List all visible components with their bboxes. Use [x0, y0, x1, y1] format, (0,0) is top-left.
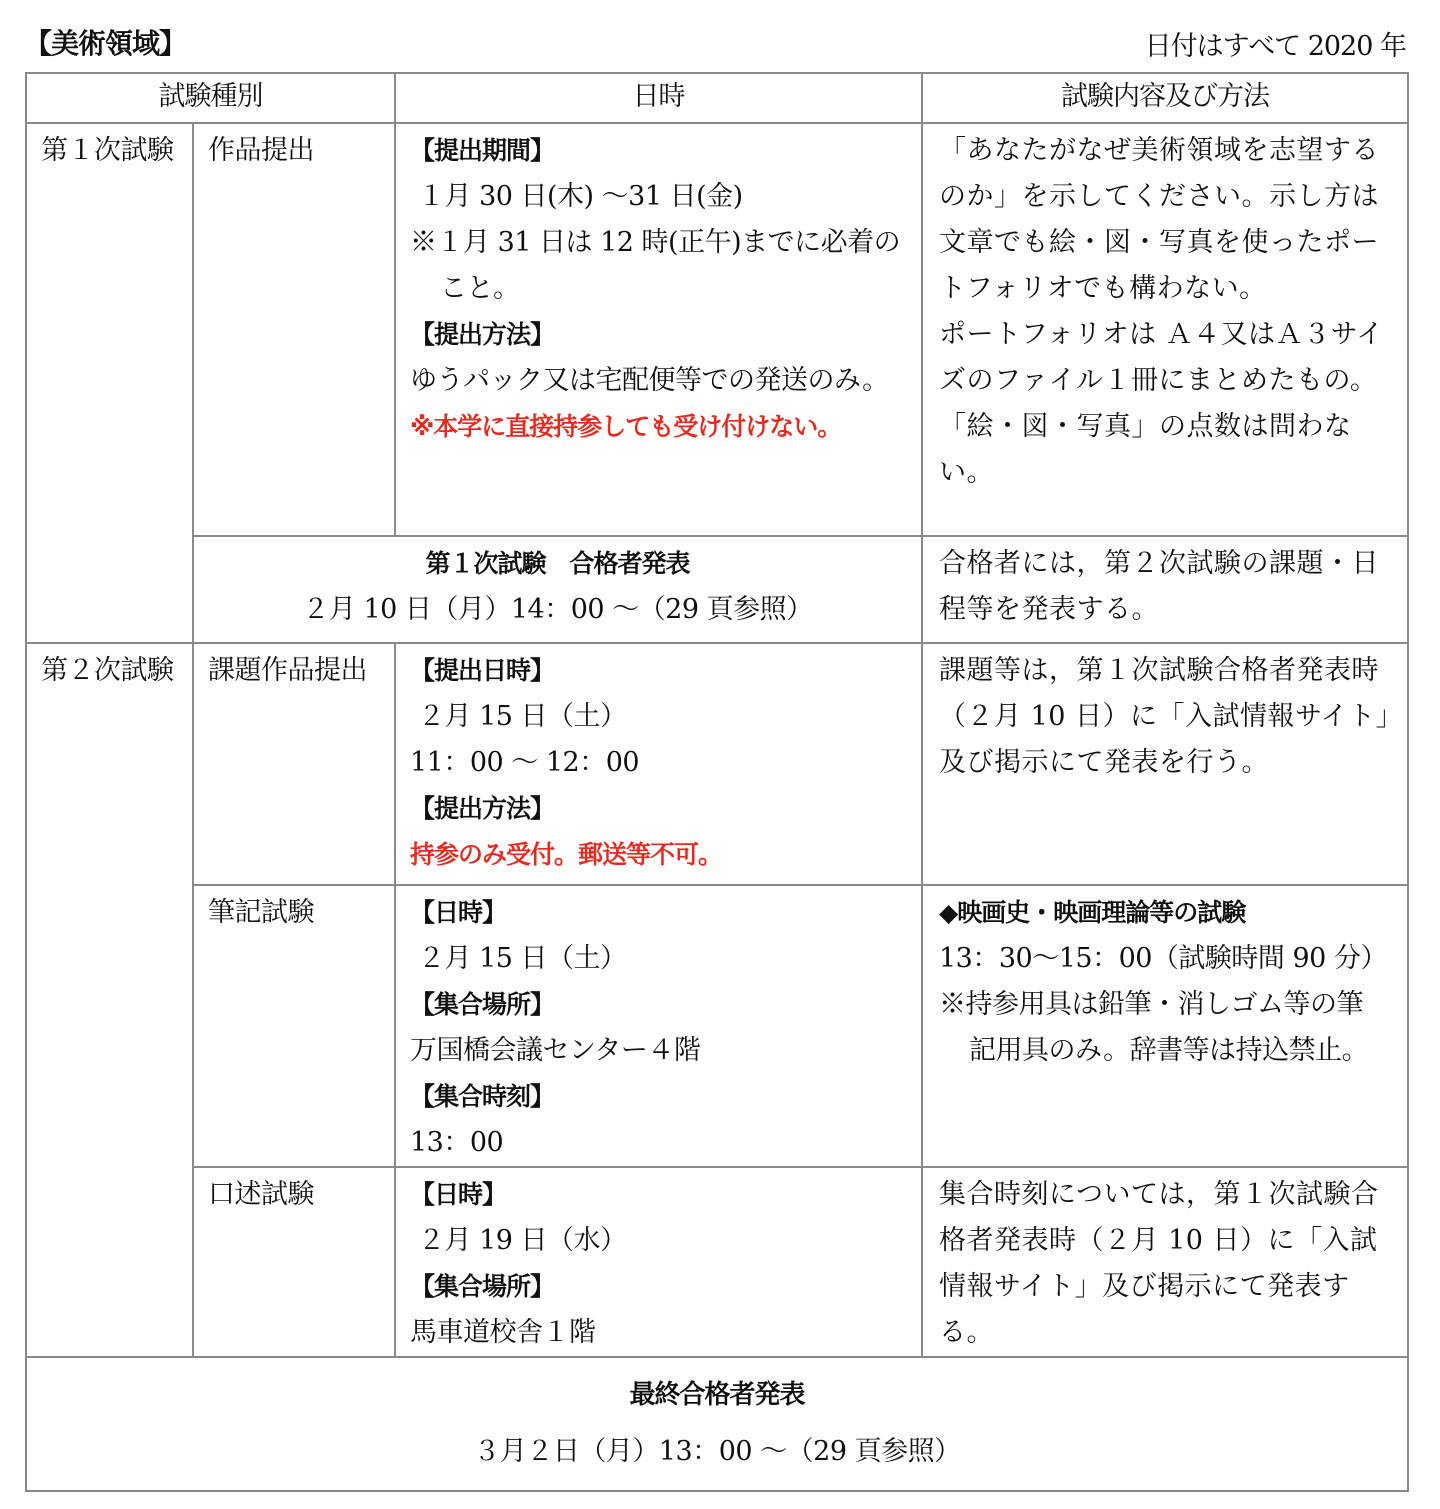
- table-header-row: [26, 73, 1408, 123]
- written-exam-date: ２月 15 日（土）: [418, 943, 627, 974]
- assignment-date: ２月 15 日（土）: [418, 701, 627, 732]
- warning-in-person-only: 持参のみ受付。郵送等不可。: [410, 840, 723, 869]
- written-exam-title: ◆映画史・映画理論等の試験: [939, 898, 1246, 927]
- oral-exam-place: 馬車道校舎１階: [410, 1317, 596, 1348]
- first-announcement-cell: [193, 536, 922, 643]
- oral-exam-content: 集合時刻については，第１次試験合格者発表時（２月 10 日）に「入試情報サイト」及び掲示にて発表する。: [939, 1179, 1379, 1348]
- column-header-content: 試験内容及び方法: [922, 73, 1408, 123]
- table-row-first-announcement: [26, 536, 1408, 643]
- deadline-note-cont: こと。: [440, 273, 520, 304]
- table-row-final-announcement: [26, 1357, 1408, 1491]
- section-title: 【美術領域】: [24, 27, 187, 60]
- label-meeting-place: 【集合場所】: [410, 1272, 555, 1301]
- final-announcement-date: ３月２日（月）13：00 ～（29 頁参照）: [473, 1436, 961, 1467]
- written-exam-datetime-cell: [395, 885, 922, 1167]
- label-submission-method: 【提出方法】: [410, 794, 555, 823]
- first-announcement-title: 第１次試験 合格者発表: [425, 549, 690, 578]
- assignment-content: 課題等は，第１次試験合格者発表時（２月 10 日）に「入試情報サイト」及び掲示にて発表を行う。: [939, 655, 1390, 778]
- label-meeting-place: 【集合場所】: [410, 990, 555, 1019]
- label-submission-datetime: 【提出日時】: [410, 656, 555, 685]
- final-announcement-title: 最終合格者発表: [629, 1380, 805, 1410]
- table-row-first-exam: [26, 123, 1408, 536]
- assignment-datetime-cell: [395, 643, 922, 885]
- table-row-assignment-submission: [26, 643, 1408, 885]
- oral-exam-content-cell: [922, 1167, 1408, 1357]
- table-row-written-exam: [26, 885, 1408, 1167]
- item-work-submission: 作品提出: [193, 123, 395, 536]
- column-header-datetime: 日時: [395, 73, 922, 123]
- label-meeting-time: 【集合時刻】: [410, 1082, 555, 1111]
- label-datetime: 【日時】: [410, 898, 507, 927]
- final-announcement-cell: [26, 1357, 1408, 1491]
- written-exam-time: 13：30〜15：00（試験時間 90 分）: [939, 943, 1387, 974]
- written-exam-place: 万国橋会議センター４階: [410, 1035, 701, 1066]
- written-exam-meeting-time: 13：00: [410, 1127, 504, 1158]
- label-submission-method: 【提出方法】: [410, 320, 555, 349]
- oral-exam-datetime-cell: [395, 1167, 922, 1357]
- content-para-3: 「絵・図・写真」の点数は問わない。: [939, 411, 1352, 488]
- column-header-exam-type: 試験種別: [26, 73, 395, 123]
- first-exam-content-cell: [922, 123, 1408, 536]
- deadline-note: ※１月 31 日は 12 時(正午)までに必着の: [410, 227, 901, 258]
- stage-first-exam: 第１次試験: [26, 123, 193, 643]
- label-datetime: 【日時】: [410, 1180, 507, 1209]
- written-exam-note: ※持参用具は鉛筆・消しゴム等の筆: [939, 989, 1363, 1020]
- stage-second-exam: 第２次試験: [26, 643, 193, 1357]
- content-para-1: 「あなたがなぜ美術領域を志望するのか」を示してください。示し方は文章でも絵・図・写真を使ったポートフォリオでも構わない。: [939, 135, 1379, 304]
- exam-schedule-table: [25, 72, 1409, 1492]
- first-announcement-note: 合格者には，第２次試験の課題・日程等を発表する。: [939, 548, 1379, 625]
- written-exam-note-cont: 記用具のみ。辞書等は持込禁止。: [969, 1035, 1369, 1066]
- submission-method: ゆうパック又は宅配便等での発送のみ。: [410, 365, 889, 396]
- oral-exam-date: ２月 19 日（水）: [418, 1225, 627, 1256]
- first-announcement-note-cell: [922, 536, 1408, 643]
- written-exam-content-cell: [922, 885, 1408, 1167]
- warning-no-direct-delivery: ※本学に直接持参しても受け付けない。: [410, 412, 842, 441]
- item-assignment-submission: 課題作品提出: [193, 643, 395, 885]
- year-note: 日付はすべて 2020 年: [1144, 31, 1406, 62]
- assignment-time: 11：00 ～ 12：00: [410, 747, 640, 778]
- assignment-content-cell: [922, 643, 1408, 885]
- item-written-exam: 筆記試験: [193, 885, 395, 1167]
- first-announcement-date: ２月 10 日（月）14：00 ～（29 頁参照）: [302, 594, 813, 625]
- item-oral-exam: 口述試験: [193, 1167, 395, 1357]
- submission-period: １月 30 日(木) ～31 日(金): [418, 181, 743, 212]
- label-submission-period: 【提出期間】: [410, 136, 555, 165]
- first-exam-datetime-cell: [395, 123, 922, 536]
- table-row-oral-exam: [26, 1167, 1408, 1357]
- content-para-2: ポートフォリオは Ａ４又はＡ３サイズのファイル１冊にまとめたもの。: [939, 319, 1384, 396]
